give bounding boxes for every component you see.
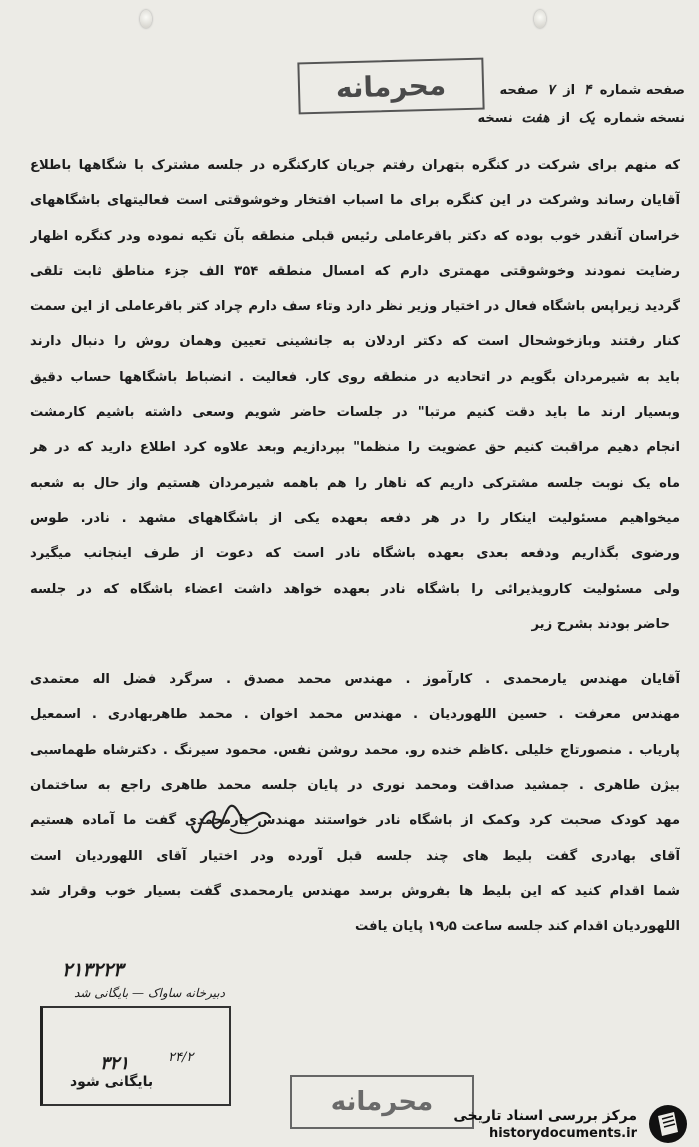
- page-of-label: از: [563, 83, 576, 98]
- page-value: ۴: [583, 82, 592, 98]
- body-line: ورضوی بگذاریم ودفعه بعدی بعهده باشگاه نادر است که دعوت از طرف اینجانب میگیرد: [30, 546, 680, 562]
- attendee-line: شما اقدام کنید که این بلیط ها بفروش برسد مهندس یارمحمدی گفت بسیار خوب وقرار شد: [30, 883, 680, 899]
- copy-suffix: نسخه: [477, 111, 513, 126]
- confidential-stamp-top: محرمانه: [297, 58, 484, 115]
- body-line: ماه یک نوبت جلسه مشترکی داریم که ناهار را هم باهمه شیرمردان هستیم واز حال به شعبه: [30, 475, 680, 491]
- attendees-heading: حاضر بودند بشرح زیر: [531, 616, 670, 632]
- report-body: [30, 148, 680, 945]
- page-of-value: ۷: [547, 82, 555, 98]
- body-line: آقایان رساند وشرکت در این کنگره برای ما اسباب افتخار وخوشوقتی است فعالیتهای باشگاههای: [30, 193, 680, 209]
- page-suffix: صفحه: [499, 83, 539, 98]
- confidential-stamp-bottom: محرمانه: [290, 1075, 474, 1129]
- attendee-line: مهد کودک صحبت کرد وکمک از باشگاه نادر خواستند مهندس یارمحمدی گفت ما آماده هستیم: [30, 813, 680, 829]
- copy-number-line: [477, 110, 685, 126]
- handwritten-date: ۲۴/۲: [168, 1050, 194, 1065]
- body-line: ولی مسئولیت کارویذیرائی را باشگاه نادر بعهده خواهد داشت اعضاء باشگاه که در جلسه: [30, 581, 680, 597]
- body-line: انجام دهیم مراقبت کنیم حق عضویت را منظما" بپردازیم وبعد علاوه کرد اطلاع دارید که در هر: [30, 440, 680, 456]
- page-label: صفحه شماره: [599, 83, 685, 98]
- body-line: میخواهیم مسئولیت اینکار را در هر دفعه بعهده یکی از باشگاههای مشهد . نادر. طوس: [30, 510, 680, 526]
- attendee-line: آقایان مهندس یارمحمدی . کارآموز . مهندس محمد مصدق . سرگرد فضل اله معتمدی: [30, 672, 680, 688]
- page-number-line: [499, 82, 685, 98]
- body-line: خراسان آنقدر خوب بوده که دکتر باقرعاملی رئیس قبلی منطقه بآن تکیه نموده ودر کنگره اظهار: [30, 228, 680, 244]
- archive-box: [40, 1006, 231, 1106]
- box-number: ۳۲۱: [100, 1053, 130, 1074]
- attendee-line: پاریاب . منصورتاج خلیلی .کاظم خنده رو. محمد روشن نفس. محمود سیرنگ . دکترشاه طهماسبی: [30, 742, 680, 758]
- archive-logo-title: مرکز بررسی اسناد تاریخی: [453, 1108, 637, 1124]
- attendee-line: بیژن طاهری . جمشید صداقت ومحمد نوری در پایان جلسه محمد طاهری راجع به ساختمان: [30, 778, 680, 794]
- attendee-line: اللهوردیان اقدام کند جلسه ساعت ۱۹٫۵ پایان یافت: [355, 919, 680, 935]
- punch-hole-left: [140, 10, 152, 28]
- attendee-line: مهندس معرفت . حسین اللهوردیان . مهندس محمد اخوان . محمد طاهربهادری . اسمعیل: [30, 707, 680, 723]
- body-line: وبسیار ارند ما باید دقت کنیم مرتبا" در جلسات حاضر شویم وسعی داشته باشیم کارمشت: [30, 405, 680, 421]
- body-line: که منهم برای شرکت در کنگره بتهران رفتم جریان کارکنگره در جلسه مشترک با شگاهها باطلاع: [30, 158, 680, 173]
- copy-of-label: از: [558, 111, 571, 126]
- archive-note: دبیرخانه ساواک — بایگانی شد: [74, 986, 225, 1000]
- copy-label: نسخه شماره: [603, 111, 685, 126]
- copy-value: یک: [578, 110, 596, 126]
- body-line: رضایت نمودند وخوشوقتی مهمتری دارم که امسال منطقه ۳۵۴ الف جزء مناطق ثابت تلقی: [30, 263, 680, 279]
- paragraph-gap: [30, 642, 680, 662]
- archive-number: ۲۱۳۲۲۳: [62, 959, 124, 981]
- punch-hole-right: [534, 10, 546, 28]
- body-line: کنار رفتند وبازخوشحال است که دکتر اردلان به جانشینی تعیین وهمان روش را دنبال دارند: [30, 334, 680, 350]
- attendee-line: آقای بهادری گفت بلیط های چند جلسه قبل آورده ودر اختیار آقای اللهوردیان است: [30, 848, 680, 864]
- body-line: گردید زیراپس باشگاه فعال در اختیار وزیر نظر دارد وتاء سف دارم چراد کتر باقرعاملی از این سمت: [30, 299, 680, 315]
- copy-of-value: هفت: [521, 110, 550, 126]
- signature-icon: [190, 797, 275, 841]
- body-line: باید به شیرمردان بگویم در اتحادیه در منطقه روی کار. فعالیت . انضباط باشگاهها حساب دقیق: [30, 369, 680, 385]
- archive-logo-url[interactable]: historydocuments.ir: [488, 1126, 637, 1141]
- archive-stamp-label: بایگانی شود: [70, 1074, 154, 1090]
- archive-logo-icon: [648, 1104, 688, 1144]
